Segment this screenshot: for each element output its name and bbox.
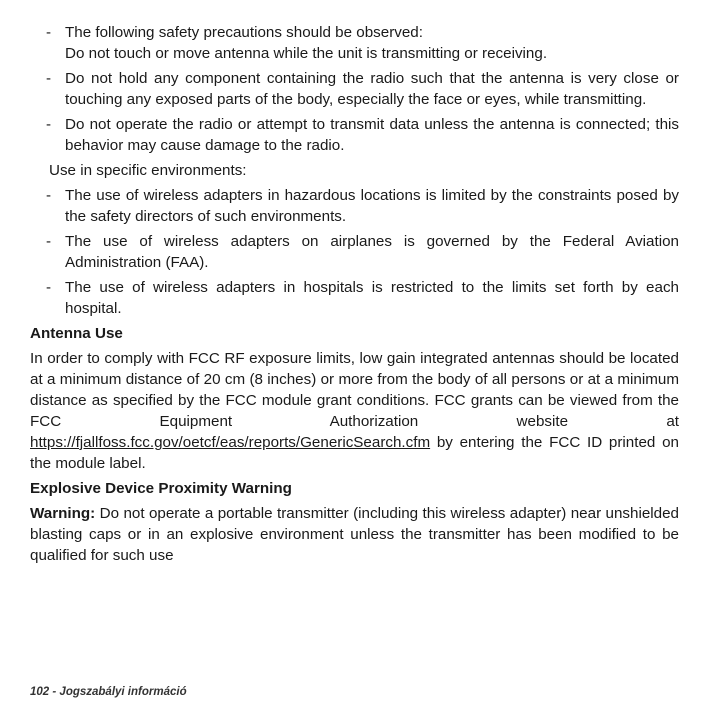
list-item-text: The use of wireless adapters on airplanes is governed by the Federal Aviation Administration (FAA). (65, 233, 679, 271)
dash-marker: - (46, 233, 52, 250)
antenna-text-end: by entering the FCC ID printed on the module label. (30, 434, 679, 472)
explosive-warning-paragraph (30, 503, 679, 566)
dash-marker: - (46, 70, 52, 87)
list-item (30, 22, 679, 64)
list-item-text: The following safety precautions should be observed: (65, 24, 423, 41)
list-item (30, 277, 679, 319)
dash-marker: - (46, 279, 52, 296)
safety-precautions-list (30, 22, 679, 156)
antenna-use-heading: Antenna Use (30, 325, 123, 342)
dash-marker: - (46, 187, 52, 204)
fcc-search-link[interactable]: https://fjallfoss.fcc.gov/oetcf/eas/reports/GenericSearch.cfm (30, 434, 431, 451)
warning-label: Warning: (30, 505, 96, 522)
page-footer (30, 682, 187, 703)
dash-marker: - (46, 24, 52, 41)
list-item (30, 185, 679, 227)
explosive-warning-heading: Explosive Device Proximity Warning (30, 480, 292, 497)
list-item (30, 68, 679, 110)
dash-marker: - (46, 116, 52, 133)
specific-environments-list (30, 185, 679, 319)
footer-section-title: Jogszabályi információ (59, 686, 187, 698)
list-item-text: Do not touch or move antenna while the unit is transmitting or receiving. (65, 45, 548, 62)
page-number: 102 (30, 686, 50, 698)
footer-separator: - (49, 686, 60, 698)
warning-text: Do not operate a portable transmitter (including this wireless adapter) near unshielded blasting caps or in an explosive environment unless the transmitter has been modified to be qualified for such use (30, 505, 679, 564)
antenna-text-start: In order to comply with FCC RF exposure limits, low gain integrated antennas should be located at a minimum distance of 20 cm (8 inches) or more from the body of all persons or at a minimum distance as specified by the FCC module grant conditions. FCC grants can be viewed from the FCC Equipment Authorization website at (30, 350, 679, 430)
list-item-text: The use of wireless adapters in hospitals is restricted to the limits set forth by each hospital. (65, 279, 679, 317)
list-item (30, 231, 679, 273)
list-item-text: Do not hold any component containing the radio such that the antenna is very close or touching any exposed parts of the body, especially the face or eyes, while transmitting. (65, 70, 679, 108)
list-item-text: Do not operate the radio or attempt to transmit data unless the antenna is connected; this behavior may cause damage to the radio. (65, 116, 679, 154)
antenna-use-paragraph (30, 348, 679, 474)
list-item-text: The use of wireless adapters in hazardous locations is limited by the constraints posed by the safety directors of such environments. (65, 187, 679, 225)
list-item (30, 114, 679, 156)
document-page (30, 22, 679, 570)
specific-environments-label: Use in specific environments: (49, 162, 247, 179)
